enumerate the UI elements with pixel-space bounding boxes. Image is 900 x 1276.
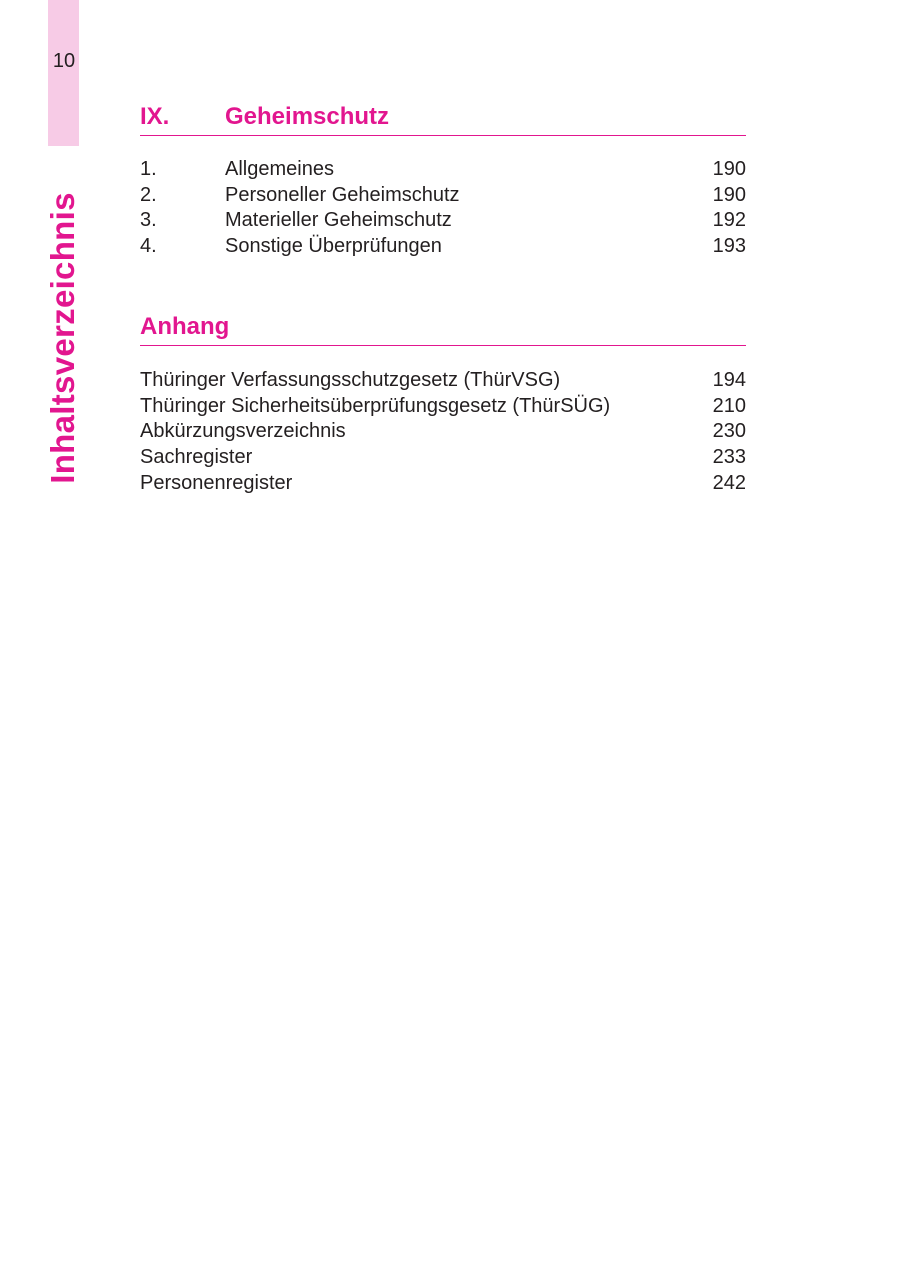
entry-page: 230	[712, 420, 746, 443]
toc-entry[interactable]	[140, 419, 746, 445]
entry-title: Thüringer Verfassungsschutzgesetz (ThürVSG)	[140, 369, 561, 391]
toc-entry[interactable]	[140, 157, 746, 183]
entry-number: 3.	[140, 209, 157, 232]
toc-entry[interactable]	[140, 445, 746, 471]
section-ix-entries	[140, 157, 746, 260]
entry-page: 190	[712, 158, 746, 180]
toc-entry[interactable]	[140, 234, 746, 260]
toc-entry[interactable]	[140, 394, 746, 420]
entry-title: Sachregister	[140, 446, 253, 469]
anhang-entries	[140, 368, 746, 496]
entry-number: 4.	[140, 235, 157, 258]
section-number: IX.	[140, 103, 170, 130]
entry-page: 194	[712, 369, 746, 391]
toc-entry[interactable]	[140, 368, 746, 394]
section-heading-anhang	[140, 313, 746, 346]
entry-page: 193	[712, 235, 746, 258]
section-title: Anhang	[140, 313, 230, 340]
toc-entry[interactable]	[140, 183, 746, 209]
entry-page: 242	[712, 471, 746, 494]
section-heading-ix	[140, 103, 746, 136]
page-number: 10	[52, 50, 76, 72]
entry-title: Allgemeines	[225, 158, 334, 180]
entry-page: 192	[712, 209, 746, 232]
entry-number: 1.	[140, 158, 157, 180]
entry-page: 233	[712, 446, 746, 469]
section-title: Geheimschutz	[225, 103, 390, 130]
side-tab	[48, 0, 79, 146]
entry-page: 210	[712, 394, 746, 417]
side-title: Inhaltsverzeichnis	[44, 192, 81, 484]
entry-title: Sonstige Überprüfungen	[225, 235, 442, 258]
toc-entry[interactable]	[140, 208, 746, 234]
toc-entry[interactable]	[140, 471, 746, 497]
entry-title: Thüringer Sicherheitsüberprüfungsgesetz (ThürSÜG)	[140, 394, 611, 417]
entry-title: Materieller Geheimschutz	[225, 209, 452, 232]
entry-title: Personeller Geheimschutz	[225, 183, 460, 206]
entry-number: 2.	[140, 183, 157, 206]
entry-title: Abkürzungsverzeichnis	[140, 420, 346, 443]
entry-title: Personenregister	[140, 471, 293, 494]
entry-page: 190	[712, 183, 746, 206]
